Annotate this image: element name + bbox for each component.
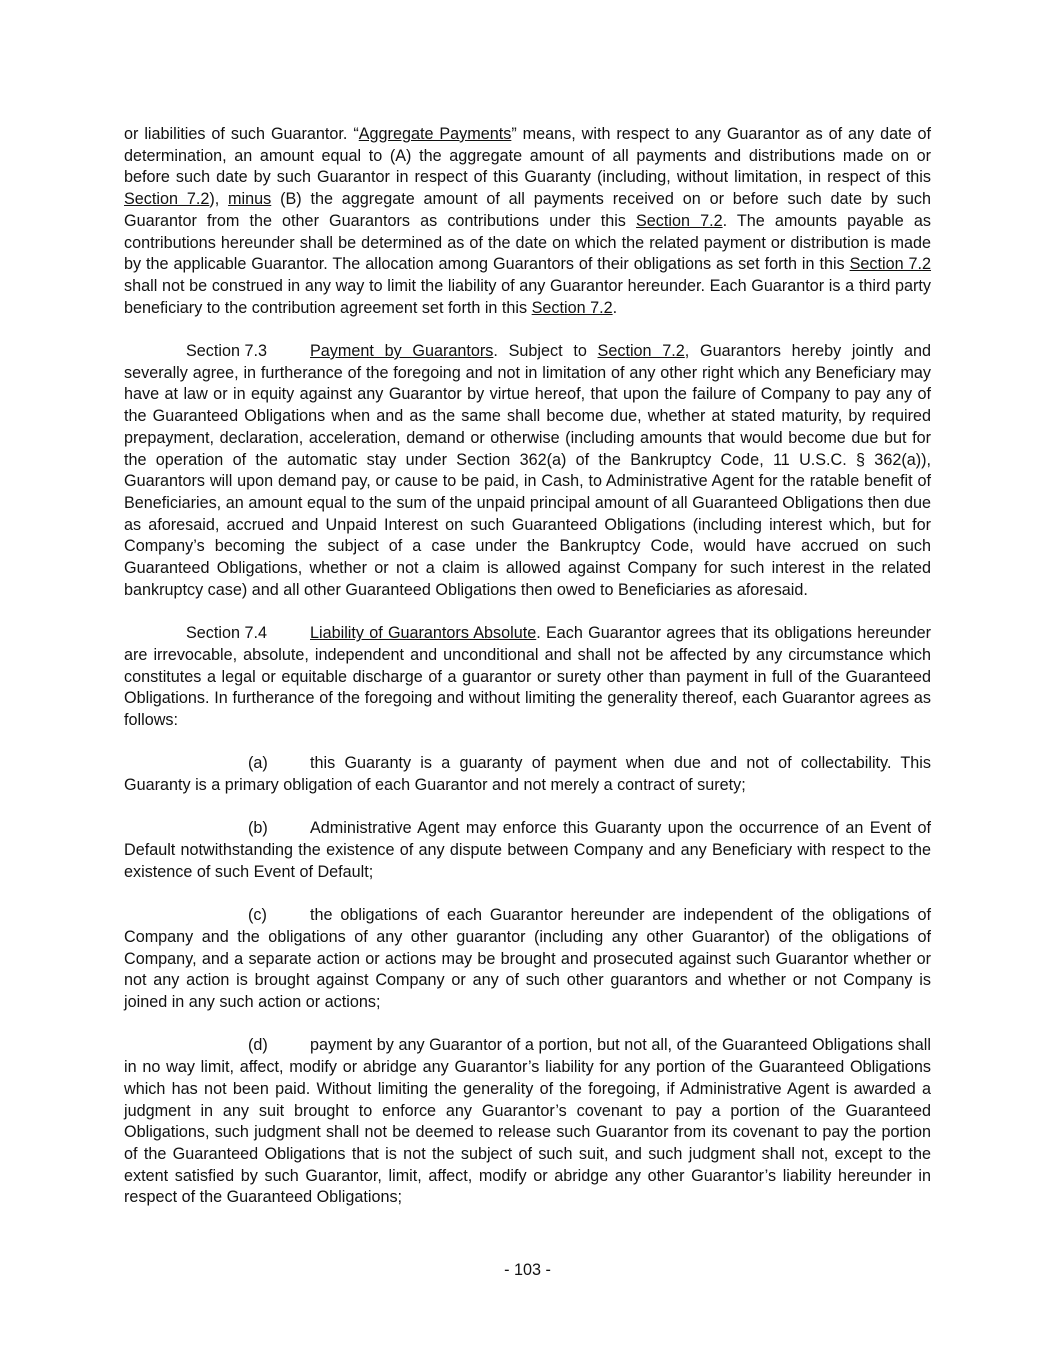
defined-term-aggregate-payments: Aggregate Payments — [358, 125, 512, 143]
section-ref-link[interactable]: Section 7.2 — [849, 255, 932, 274]
list-item-label: (b) — [248, 819, 268, 838]
list-item-b — [124, 818, 931, 883]
section-number: Section 7.3 — [186, 342, 267, 361]
document-body — [124, 124, 931, 1231]
list-item-text: payment by any Guarantor of a portion, but not all, of the Guaranteed Obligations shall in no way limit, affect, modify or abridge any Guarantor’s liability for any portion of the Guaranteed Obligations which has not been paid. Without limiting the generality of the foregoing, if Administrative Agent is awarded a judgment in any suit brought to enforce any Guarantor’s covenant to pay a portion of the Guaranteed Obligations, such judgment shall not be deemed to release such Guarantor from its covenant to pay the portion of the Guaranteed Obligations that is not the subject of such suit, and such judgment shall not, except to the extent satisfied by such Guarantor, limit, affect, modify or abridge any other Guarantor’s liability hereunder in respect of the Guaranteed Obligations; — [124, 1036, 931, 1207]
list-item-text: Administrative Agent may enforce this Guaranty upon the occurrence of an Event of Default notwithstanding the existence of any dispute between Company and any Beneficiary with respect to the existence of such Event of Default; — [124, 819, 931, 881]
section-heading: Liability of Guarantors Absolute — [310, 624, 537, 643]
paragraph-aggregate-payments: or liabilities of such Guarantor. “Aggregate Payments” means, with respect to any Guarantor as of any date of determination, an amount equal to (A) the aggregate amount of all payments and distributions made on or before such date by such Guarantor in respect of this Guaranty (including, without limitation, in respect of this Section 7.2), minus (B) the aggregate amount of all payments received on or before such date by such Guarantor from the other Guarantors as contributions under this Section 7.2. The amounts payable as contributions hereunder shall be determined as of the date on which the related payment or distribution is made by the applicable Guarantor. The allocation among Guarantors of their obligations as set forth in this Section 7.2 shall not be construed in any way to limit the liability of any Guarantor hereunder. Each Guarantor is a third party beneficiary to the contribution agreement set forth in this Section 7.2. — [124, 125, 932, 317]
term-minus: minus — [228, 190, 272, 209]
section-ref-link[interactable]: Section 7.2 — [636, 211, 723, 230]
page-number: - 103 - — [504, 1261, 551, 1279]
list-item-c — [124, 905, 931, 1014]
list-item-a — [124, 753, 931, 796]
section-ref-link[interactable]: Section 7.2 — [124, 190, 210, 209]
list-item-text: the obligations of each Guarantor hereunder are independent of the obligations of Company and the obligations of any other guarantor (including any other Guarantor) of the obligations of Company, and a separate action or actions may be brought and prosecuted against such Guarantor whether or not any action is brought against Company or any of such other guarantors and whether or not Company is joined in any such action or actions; — [124, 906, 931, 1012]
section-ref-link[interactable]: Section 7.2 — [531, 298, 613, 317]
list-item-label: (a) — [248, 754, 268, 773]
list-item-label: (d) — [248, 1036, 268, 1055]
list-item-text: this Guaranty is a guaranty of payment when due and not of collectability. This Guaranty is a primary obligation of each Guarantor and not merely a contract of surety; — [124, 754, 931, 795]
section-heading: Payment by Guarantors — [310, 342, 494, 361]
section-number: Section 7.4 — [186, 624, 267, 643]
section-7-3: Section 7.3 Payment by Guarantors. Subject to Section 7.2, Guarantors hereby jointly and severally agree, in furtherance of the foregoing and not in limitation of any other right which any Beneficiary may have at law or in equity against any Guarantor by virtue hereof, that upon the failure of Company to pay any of the Guaranteed Obligations when and as the same shall become due, whether at stated maturity, by required prepayment, declaration, acceleration, demand or otherwise (including amounts that would become due but for the operation of the automatic stay under Section 362(a) of the Bankruptcy Code, 11 U.S.C. § 362(a)), Guarantors will upon demand pay, or cause to be paid, in Cash, to Administrative Agent for the ratable benefit of Beneficiaries, an amount equal to the sum of the unpaid principal amount of all Guaranteed Obligations then due as aforesaid, accrued and Unpaid Interest on such Guaranteed Obligations (including interest which, but for Company’s becoming the subject of a case under the Bankruptcy Code, would have accrued on such Guaranteed Obligations, whether or not a claim is allowed against Company for such interest in the related bankruptcy case) and all other Guaranteed Obligations then owed to Beneficiaries as aforesaid. — [124, 342, 931, 599]
section-7-4: Section 7.4 Liability of Guarantors Absolute. Each Guarantor agrees that its obligations hereunder are irrevocable, absolute, independent and unconditional and shall not be affected by any circumstance which constitutes a legal or equitable discharge of a guarantor or surety other than payment in full of the Guaranteed Obligations. In furtherance of the foregoing and without limiting the generality thereof, each Guarantor agrees as follows: — [124, 624, 931, 729]
list-item-label: (c) — [248, 906, 267, 925]
section-ref-link[interactable]: Section 7.2 — [597, 342, 685, 361]
list-item-d — [124, 1035, 931, 1209]
